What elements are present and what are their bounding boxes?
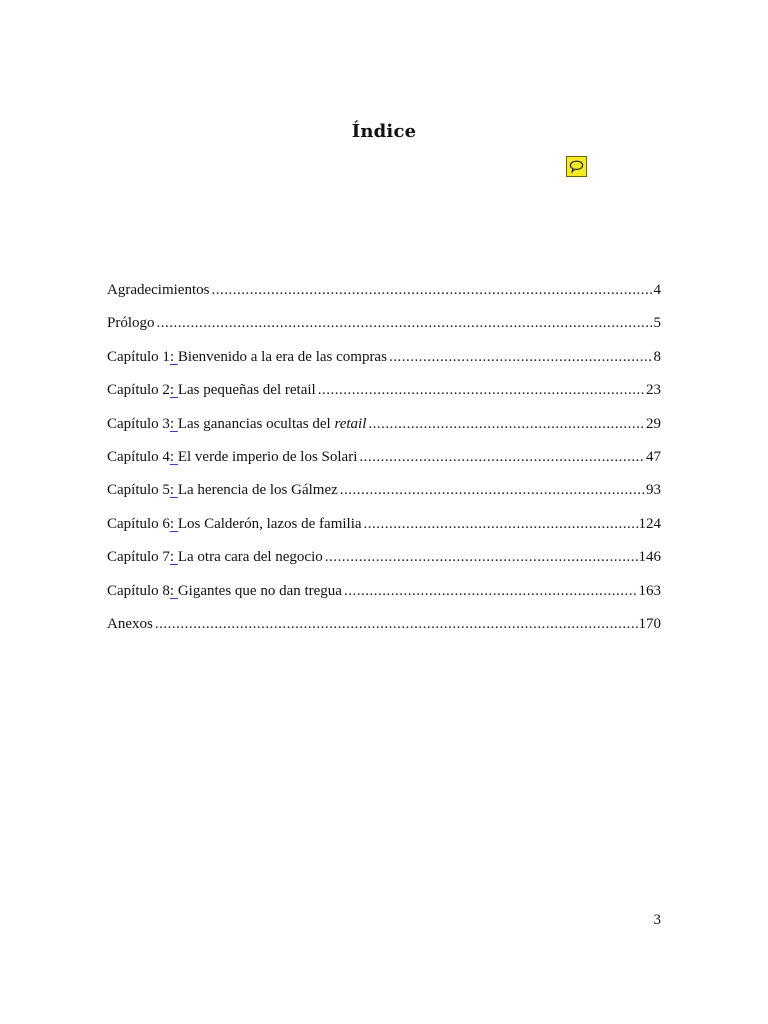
speech-bubble-icon — [569, 159, 584, 174]
toc-page-number: 163 — [638, 582, 661, 599]
toc-page-number: 29 — [646, 415, 661, 432]
toc-entry-capitulo-4[interactable] — [107, 447, 661, 480]
toc-entry-emphasis: retail — [334, 415, 367, 432]
toc-link-separator: : — [169, 515, 178, 532]
toc-dot-leader — [340, 480, 645, 500]
page-number: 3 — [653, 912, 661, 928]
toc-entry-capitulo-7[interactable] — [107, 547, 661, 580]
toc-dot-leader — [364, 514, 638, 534]
toc-entry-label: Capítulo 7: La otra cara del negocio — [107, 549, 323, 566]
toc-link-separator: : — [169, 415, 178, 432]
toc-page-number: 4 — [653, 282, 661, 298]
toc-entry-capitulo-1[interactable] — [107, 347, 661, 380]
toc-entry-label: Capítulo 4: El verde imperio de los Solari — [107, 448, 358, 465]
toc-entry-label: Capítulo 6: Los Calderón, lazos de familia — [107, 515, 362, 532]
toc-link-separator: : — [169, 382, 178, 399]
toc-entry-capitulo-8[interactable] — [107, 581, 661, 614]
toc-entry-capitulo-6[interactable] — [107, 514, 661, 547]
toc-link-separator: : — [169, 482, 178, 499]
toc-page-number: 8 — [653, 348, 661, 365]
toc-dot-leader — [157, 313, 653, 333]
toc-link-separator: : — [169, 448, 178, 465]
toc-dot-leader — [155, 614, 638, 634]
table-of-contents — [107, 280, 661, 647]
toc-entry-label: Capítulo 5: La herencia de los Gálmez — [107, 482, 338, 499]
comment-annotation-icon[interactable] — [566, 156, 587, 177]
toc-dot-leader — [344, 581, 638, 601]
toc-entry-anexos[interactable] — [107, 614, 661, 647]
toc-link-separator: : — [169, 549, 178, 566]
toc-page-number: 170 — [638, 615, 661, 632]
toc-entry-label: Capítulo 3: Las ganancias ocultas del retail — [107, 415, 367, 432]
toc-page-number: 146 — [638, 549, 661, 566]
toc-entry-label: Capítulo 2: Las pequeñas del retail — [107, 382, 316, 399]
toc-entry-capitulo-5[interactable] — [107, 480, 661, 513]
toc-entry-capitulo-3[interactable] — [107, 414, 661, 447]
toc-entry-agradecimientos[interactable] — [107, 280, 661, 313]
toc-dot-leader — [318, 380, 645, 400]
toc-entry-label: Capítulo 8: Gigantes que no dan tregua — [107, 582, 342, 599]
toc-entry-prologo[interactable] — [107, 313, 661, 346]
toc-link-separator: : — [169, 348, 178, 365]
toc-link-separator: : — [169, 582, 178, 599]
page-title: Índice — [351, 121, 417, 142]
toc-dot-leader — [359, 447, 645, 467]
toc-page-number: 5 — [653, 315, 661, 332]
toc-dot-leader — [211, 280, 652, 300]
toc-entry-capitulo-2[interactable] — [107, 380, 661, 413]
toc-entry-label: Prólogo — [107, 315, 155, 332]
toc-page-number: 124 — [638, 515, 661, 532]
toc-entry-label: Agradecimientos — [107, 282, 210, 298]
toc-page-number: 93 — [646, 482, 661, 499]
toc-page-number: 23 — [646, 382, 661, 399]
toc-entry-label: Capítulo 1: Bienvenido a la era de las compras — [107, 348, 387, 365]
toc-entry-label: Anexos — [107, 615, 153, 632]
toc-dot-leader — [368, 414, 645, 434]
toc-dot-leader — [325, 547, 638, 567]
toc-dot-leader — [389, 347, 653, 367]
toc-page-number: 47 — [646, 448, 661, 465]
